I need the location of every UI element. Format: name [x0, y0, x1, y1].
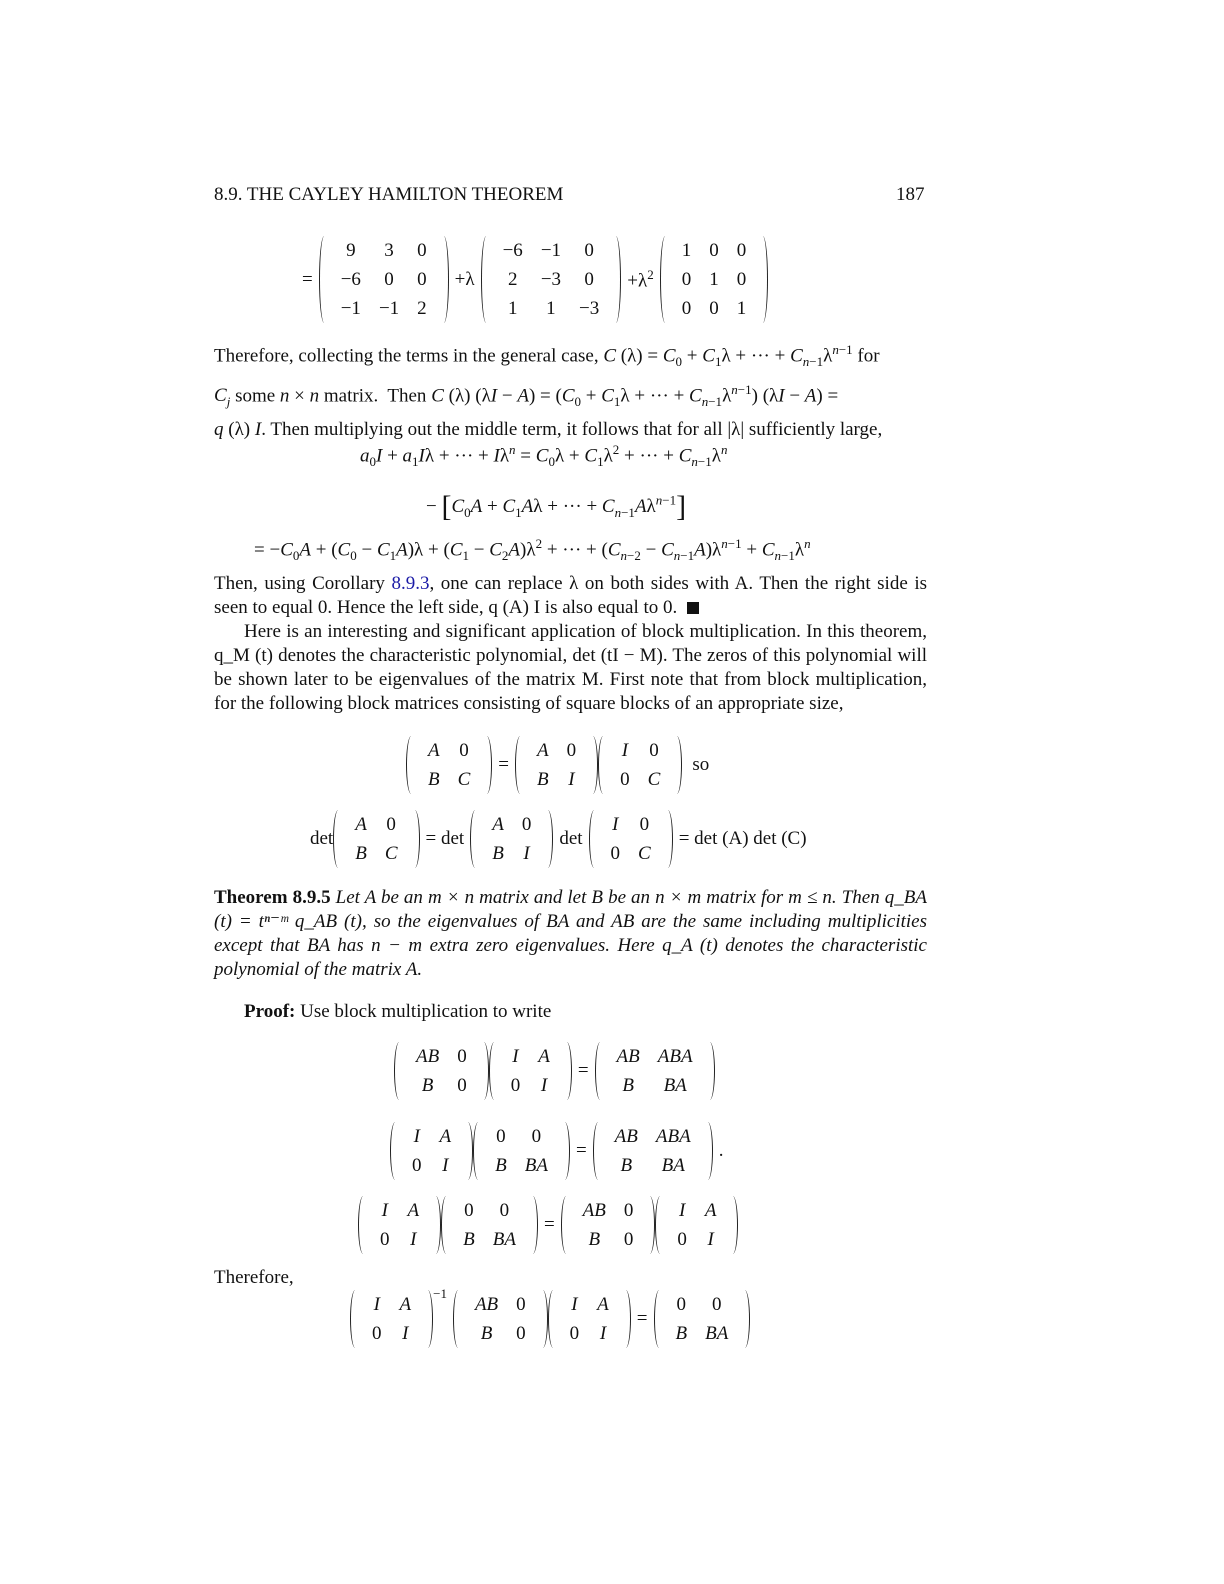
matrix-entries — [668, 1196, 725, 1254]
matrix-entry: BA — [661, 1155, 685, 1176]
matrix-entry: ABA — [655, 1126, 691, 1147]
matrix-entry: 0 — [566, 740, 577, 761]
matrix-entry: I — [512, 1046, 519, 1067]
matrix-1 — [319, 236, 449, 323]
matrix-entries — [407, 1042, 476, 1100]
matrix-entry: 1 — [736, 298, 747, 319]
matrix-entry: B — [428, 769, 440, 790]
matrix-entries — [608, 1042, 702, 1100]
matrix-entry: AB — [416, 1046, 440, 1067]
expansion-line-1: $a_0I + a_1I\lambda$ + ··· + $I\lambda^n = C_0\lambda + C_1\lambda^2$ + ··· + $C_{n-1}\lambda^n$ — [360, 442, 728, 470]
matrix-entries — [528, 736, 585, 794]
matrix-entry: 0 — [457, 1046, 467, 1067]
matrix-entry: C — [647, 769, 661, 790]
theorem-8-9-5 — [214, 886, 927, 982]
matrix-entry: C — [384, 843, 398, 864]
proof-equation-1: AB 0 B 0 I A 0 I = AB ABA B BA — [394, 1042, 715, 1100]
matrix-2 — [481, 236, 622, 323]
matrix-entry: A — [537, 740, 549, 761]
matrix-entry: A — [538, 1046, 550, 1067]
matrix-entry: B — [675, 1323, 688, 1344]
matrix-entry: 0 — [709, 298, 719, 319]
therefore-text: Therefore, — [214, 1267, 294, 1288]
matrix-entry: BA — [663, 1075, 687, 1096]
matrix-entry: AB — [614, 1126, 638, 1147]
matrix-entry: I — [621, 740, 629, 761]
matrix-entry: −1 — [540, 240, 562, 261]
matrix-entry: 0 — [681, 269, 692, 290]
matrix-entry: C — [457, 769, 471, 790]
matrix-entry: 1 — [546, 298, 556, 319]
paragraph-general-case: Therefore, collecting the terms in the general case, C $(\lambda) = C_0 + C_1\lambda$ + ··· + $C_{n-1}\lambda^{n-1}$ for $C_j$ some n × n matrix. Then C (λ) $(\lambda I - A) = (C_0 + C_1\lambda$ + ··· + $C_{n-1}\lambda^{n-1}$) (λI − A) = q (λ) I. Then multiplying out the middle term, it follows that for all |λ| sufficiently large, — [214, 342, 883, 441]
so-word: so — [692, 754, 710, 775]
matrix-entry: 3 — [384, 240, 394, 261]
matrix-entry: I — [373, 1294, 380, 1315]
matrix-entries — [667, 1290, 738, 1348]
matrix-entry: 0 — [736, 269, 747, 290]
matrix-entry: 0 — [459, 740, 469, 761]
matrix-entries — [561, 1290, 618, 1348]
matrix-entry: AB — [616, 1046, 640, 1067]
matrix-entry: 0 — [457, 1075, 467, 1096]
matrix-entry: 0 — [516, 1323, 526, 1344]
matrix-entry: 0 — [464, 1200, 474, 1221]
matrix-entry: B — [355, 843, 367, 864]
matrix-entry: BA — [705, 1323, 729, 1344]
matrix-entry: 0 — [516, 1294, 526, 1315]
matrix-entry: A — [355, 814, 367, 835]
matrix-entry: 9 — [346, 240, 356, 261]
corollary-link[interactable]: 8.9.3 — [391, 573, 430, 594]
proof-equation-3: I A 0 I 0 0 B BA = AB 0 B 0 I A 0 I — [358, 1196, 738, 1254]
expansion-line-3: = $-C_0A + (C_0 - C_1A)\lambda + (C_1 - C_2A)\lambda^2$ + ··· + $(C_{n-2} - C_{n-1}A)\lambda^{n-1} + C_{n-1}\lambda^n$ — [254, 536, 811, 564]
matrix-entry: 0 — [380, 1229, 390, 1250]
matrix-entries — [483, 810, 540, 868]
matrix-entries — [574, 1196, 643, 1254]
matrix-entry: I — [540, 1075, 548, 1096]
matrix-entry: 1 — [507, 298, 518, 319]
matrix-entry: 0 — [620, 769, 630, 790]
matrix-entry: 0 — [623, 1200, 634, 1221]
running-header-left: 8.9. THE CAYLEY HAMILTON THEOREM — [214, 184, 564, 205]
matrix-entry: A — [428, 740, 440, 761]
theorem-title: Theorem 8.9.5 — [214, 887, 331, 908]
proof-line: Proof: Use block multiplication to write — [244, 1001, 552, 1022]
matrix-entry: I — [571, 1294, 578, 1315]
theorem-body: Let A be an m × n matrix and let B be an n × m matrix for m ≤ n. Then q_BA (t) = tⁿ⁻ᵐ q_AB (t), so the eigenvalues of BA and AB are the same including multiplicities except that BA has n − m extra zero eigenvalues. Here q_A (t) denotes the characteristic polynomial of the matrix A. — [214, 887, 927, 980]
matrix-entries — [611, 736, 669, 794]
matrix-entry: 0 — [584, 269, 594, 290]
matrix-entry: B — [480, 1323, 493, 1344]
matrix-entry: B — [588, 1229, 601, 1250]
matrix-entry: 0 — [569, 1323, 580, 1344]
matrix-entry: 0 — [623, 1229, 634, 1250]
proof-equation-2: I A 0 I 0 0 B BA = AB ABA B BA . — [390, 1122, 729, 1180]
matrix-entry: 0 — [386, 814, 396, 835]
matrix-entry: I — [410, 1229, 417, 1250]
matrix-entry: I — [678, 1200, 686, 1221]
matrix-entry: −6 — [340, 269, 361, 290]
matrix-entry: A — [597, 1294, 609, 1315]
matrix-entry: 0 — [499, 1200, 510, 1221]
matrix-entry: 0 — [736, 240, 747, 261]
qed-square-icon — [687, 602, 699, 614]
matrix-entry: B — [463, 1229, 475, 1250]
matrix-entry: C — [638, 843, 651, 864]
matrix-entry: 2 — [417, 298, 427, 319]
matrix-entry: B — [622, 1075, 634, 1096]
matrix-entry: I — [381, 1200, 388, 1221]
matrix-entry: BA — [492, 1229, 516, 1250]
matrix-entry: ABA — [657, 1046, 693, 1067]
matrix-entry: I — [402, 1323, 409, 1344]
matrix-entry: 0 — [417, 240, 427, 261]
matrix-entries — [403, 1122, 460, 1180]
matrix-entry: I — [612, 814, 619, 835]
matrix-entry: I — [599, 1323, 607, 1344]
determinant-equation: det A 0 B C = det A 0 B I det I 0 0 C = det (A) det (C) — [310, 810, 813, 868]
matrix-entry: −3 — [540, 269, 562, 290]
paragraph-corollary: Then, using Corollary 8.9.3, one can replace λ on both sides with A. Then the right side is seen to equal 0. Hence the left side, q (A) I is also equal to 0. — [214, 573, 927, 618]
proof-equation-4: I A 0 I $^{-1}$ AB 0 B 0 I A 0 I = 0 0 B BA — [350, 1290, 750, 1348]
matrix-entry: −1 — [378, 298, 400, 319]
expansion-line-2: − [$C_0A + C_1A\lambda$ + ··· + $C_{n-1}A\lambda^{n-1}$] — [426, 490, 687, 523]
matrix-entry: B — [537, 769, 549, 790]
matrix-entry: 0 — [521, 814, 532, 835]
matrix-entry: AB — [474, 1294, 499, 1315]
matrix-entry: I — [523, 843, 530, 864]
matrix-entry: B — [620, 1155, 633, 1176]
matrix-3 — [660, 236, 769, 323]
matrix-entry: 0 — [412, 1155, 422, 1176]
matrix-entries — [673, 236, 756, 323]
matrix-entry: I — [568, 769, 575, 790]
matrix-entry: 0 — [681, 298, 692, 319]
matrix-entry: 0 — [711, 1294, 722, 1315]
matrix-entry: 0 — [496, 1126, 506, 1147]
matrix-entries — [466, 1290, 535, 1348]
matrix-entry: 0 — [510, 1075, 521, 1096]
matrix-entry: 0 — [384, 269, 394, 290]
matrix-entry: B — [421, 1075, 434, 1096]
matrix-entry: A — [439, 1126, 452, 1147]
matrix-entries — [371, 1196, 428, 1254]
matrix-entry: −1 — [340, 298, 361, 319]
matrix-entries — [346, 810, 406, 868]
matrix-entry: A — [399, 1294, 412, 1315]
matrix-entry: I — [413, 1126, 420, 1147]
matrix-entries — [332, 236, 436, 323]
paragraph-block-multiplication: Here is an interesting and significant application of block multiplication. In this theorem, q_M (t) denotes the characteristic polynomial, det (tI − M). The zeros of this polynomial will be shown later to be eigenvalues of the matrix M. First note that from block multiplication, for the following block matrices consisting of square blocks of an appropriate size, — [214, 621, 927, 714]
matrix-entries — [494, 236, 609, 323]
matrix-entry: 0 — [676, 1294, 687, 1315]
matrix-entries — [502, 1042, 559, 1100]
matrix-entry: AB — [582, 1200, 606, 1221]
matrix-entries — [602, 810, 660, 868]
matrix-entry: 1 — [709, 269, 719, 290]
matrix-entry: 0 — [639, 814, 650, 835]
matrix-entries — [419, 736, 479, 794]
matrix-entry: B — [492, 843, 504, 864]
matrix-entry: 0 — [709, 240, 719, 261]
matrix-entry: −6 — [502, 240, 523, 261]
matrix-entries — [454, 1196, 525, 1254]
matrix-entry: 0 — [372, 1323, 382, 1344]
matrix-entry: A — [407, 1200, 420, 1221]
matrix-entry: A — [492, 814, 504, 835]
matrix-entry: 0 — [610, 843, 621, 864]
block-factorization: A 0 B C = A 0 B I I 0 0 C so — [406, 736, 715, 794]
matrix-entries — [486, 1122, 557, 1180]
matrix-entry: BA — [524, 1155, 548, 1176]
matrix-entry: 2 — [507, 269, 518, 290]
inverse-exponent: −1 — [433, 1286, 447, 1301]
matrix-entry: I — [707, 1229, 714, 1250]
page-number: 187 — [896, 184, 925, 205]
matrix-entry: B — [495, 1155, 507, 1176]
matrix-entry: A — [704, 1200, 717, 1221]
matrix-entry: 0 — [417, 269, 427, 290]
matrix-entry: 0 — [649, 740, 659, 761]
matrix-entry: 0 — [677, 1229, 687, 1250]
matrix-entry: 1 — [681, 240, 692, 261]
matrix-entries — [606, 1122, 700, 1180]
matrix-entry: −3 — [579, 298, 600, 319]
matrix-entry: I — [442, 1155, 449, 1176]
matrix-sum-equation: = 9 3 0 −6 0 0 −1 −1 2 +λ −6 −1 0 2 −3 0 1 1 −3 $+\lambda^2$ 1 0 0 0 1 0 0 0 1 — [296, 236, 768, 323]
matrix-entry: 0 — [531, 1126, 542, 1147]
matrix-entries — [363, 1290, 420, 1348]
matrix-entry: 0 — [584, 240, 594, 261]
